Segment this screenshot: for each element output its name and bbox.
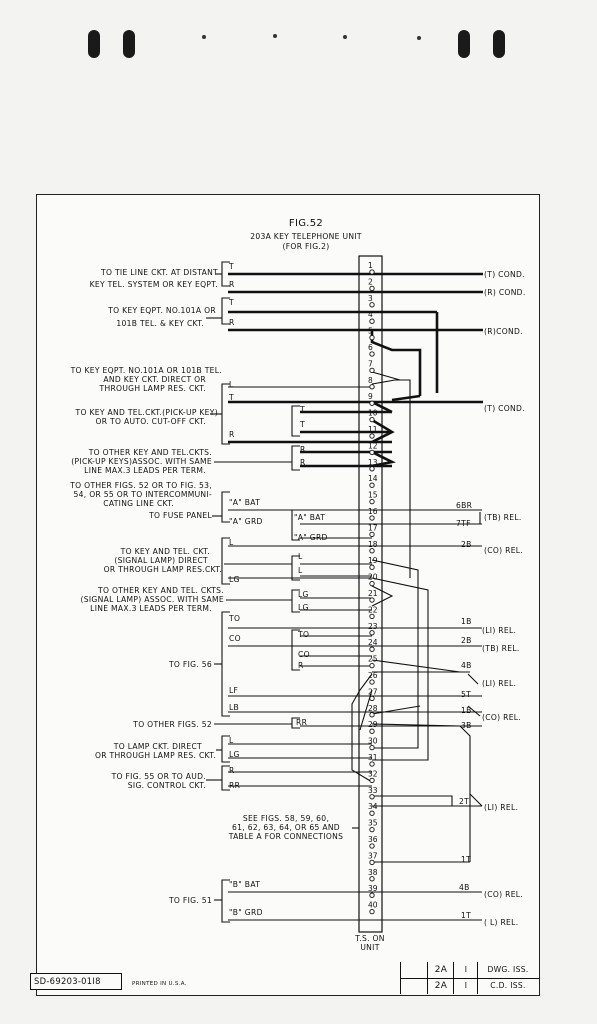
label-fuse-panel: TO FUSE PANEL	[149, 511, 212, 520]
label-line: (PICK-UP KEYS)ASSOC. WITH SAME	[71, 457, 212, 466]
label-pickup-key	[40, 408, 218, 426]
terminal-number: 8	[368, 375, 373, 385]
label-fig55	[60, 772, 206, 790]
terminal-lug	[370, 680, 374, 684]
terminal-number: 40	[368, 900, 378, 910]
lead-t: T	[300, 420, 305, 429]
terminal-number: 4	[368, 310, 373, 320]
terminal-number: 36	[368, 835, 378, 844]
lead-l: L	[229, 538, 234, 547]
label-line: OR THROUGH LAMP RES. CKT.	[94, 751, 216, 760]
lead-t: T	[229, 298, 234, 307]
label-line: 61, 62, 63, 64, OR 65 AND	[232, 823, 340, 832]
issue-row	[401, 962, 539, 979]
issue-cell: I	[453, 962, 478, 978]
label-tie-line	[40, 268, 218, 289]
label-line: THROUGH LAMP RES. CKT.	[99, 384, 206, 393]
terminal-number: 1	[368, 261, 373, 270]
terminal-number: 15	[368, 490, 378, 500]
issue-cell: 2A	[427, 962, 454, 978]
terminal-number: 25	[368, 654, 378, 664]
terminal-lug	[370, 877, 374, 881]
terminal-lug	[370, 696, 374, 700]
label-line: LINE MAX.3 LEADS PER TERM.	[90, 604, 212, 613]
terminal-number: 33	[368, 785, 378, 795]
terminal-number: 7	[368, 359, 373, 369]
terminal-lug	[370, 549, 374, 553]
terminal-number: 26	[368, 671, 378, 680]
wire-4b: 4B	[461, 661, 472, 670]
terminal-lug	[370, 581, 374, 585]
label-line: TO OTHER KEY AND TEL. CKTS.	[98, 586, 224, 595]
terminal-number: 19	[368, 556, 378, 566]
label-line: LINE MAX.3 LEADS PER TERM.	[84, 466, 206, 475]
label-line: AND KEY CKT. DIRECT OR	[103, 375, 206, 384]
figure-number: FIG.52	[288, 218, 324, 229]
terminal-lug	[370, 368, 374, 372]
label-fig51: TO FIG. 51	[168, 896, 212, 905]
lead-lg: LG	[298, 590, 309, 599]
label-co-rel: (CO) REL.	[484, 546, 524, 555]
wire-1b: 1B	[461, 617, 472, 626]
label-other-key-2	[40, 586, 224, 613]
terminal-number: 39	[368, 884, 378, 894]
terminal-number: 30	[368, 736, 378, 746]
terminal-lug	[370, 401, 374, 405]
label-see-figs	[218, 814, 354, 841]
label-other-key-1	[40, 448, 212, 475]
terminal-number: 2	[368, 277, 373, 287]
label-line: TO KEY EQPT. NO.101A OR 101B TEL.	[70, 366, 222, 375]
wire-2b: 2B	[461, 540, 472, 549]
wire-3b: 3B	[461, 721, 472, 730]
terminal-lug	[370, 417, 374, 421]
terminal-lug	[370, 499, 374, 503]
label-li-rel: (LI) REL.	[482, 679, 517, 688]
terminal-number: 6	[368, 343, 373, 352]
wire-7tf: 7TF	[456, 519, 471, 528]
terminal-lug	[370, 663, 374, 667]
terminal-lug	[370, 532, 374, 536]
terminal-lug	[370, 565, 374, 569]
lead-r: R	[229, 318, 235, 327]
label-line: (SIGNAL LAMP) DIRECT	[114, 556, 208, 565]
terminal-lug	[370, 778, 374, 782]
label-line: CATING LINE CKT.	[103, 499, 174, 508]
label-line: TO OTHER FIGS. 52 OR TO FIG. 53,	[70, 481, 212, 490]
terminal-lug	[370, 335, 374, 339]
drawing-number-box	[30, 973, 122, 990]
lead-co: CO	[229, 634, 241, 643]
label-t-cond: (T) COND.	[484, 404, 525, 413]
label-co-rel: (CO) REL.	[482, 713, 522, 722]
terminal-number: 16	[368, 507, 378, 516]
lead-r: R	[229, 280, 235, 289]
terminal-lug	[370, 303, 374, 307]
terminal-number: 23	[368, 621, 378, 631]
label-line: TABLE A FOR CONNECTIONS	[228, 832, 344, 841]
terminal-lug	[370, 614, 374, 618]
label-co-rel: (CO) REL.	[484, 890, 524, 899]
label-line: TO OTHER KEY AND TEL.CKTS.	[88, 448, 212, 457]
wire-1t: 1T	[461, 855, 472, 864]
label-line: 101B TEL. & KEY CKT.	[116, 319, 204, 328]
issue-row	[401, 978, 539, 994]
terminal-lug	[370, 745, 374, 749]
label-line: (SIGNAL LAMP) ASSOC. WITH SAME	[80, 595, 224, 604]
terminal-number: 9	[368, 392, 373, 402]
lead-l: L	[229, 736, 234, 745]
terminal-number: 31	[368, 753, 378, 762]
label-line: TO KEY AND TEL.CKT.(PICK-UP KEY)	[75, 408, 218, 417]
label-line: KEY TEL. SYSTEM OR KEY EQPT.	[89, 280, 218, 289]
terminal-number: 11	[368, 425, 378, 434]
label-li-rel: (LI) REL.	[482, 626, 517, 635]
lead-a-bat: "A" BAT	[294, 513, 326, 522]
lead-lg: LG	[298, 603, 309, 612]
terminal-number: 17	[368, 523, 378, 533]
label-line: OR TO AUTO. CUT-OFF CKT.	[95, 417, 206, 426]
label-lamp-ckt	[40, 742, 216, 760]
lead-r: R	[300, 445, 306, 454]
terminal-number: 22	[368, 605, 378, 615]
terminal-lug	[370, 516, 374, 520]
label-line: TO LAMP CKT. DIRECT	[113, 742, 202, 751]
terminal-lug	[370, 909, 374, 913]
lead-l: L	[298, 552, 303, 561]
label-r-cond: (R)COND.	[484, 327, 523, 336]
label-line: TO TIE LINE CKT. AT DISTANT	[101, 268, 218, 277]
wire-6br: 6BR	[456, 501, 473, 510]
issue-cell: DWG. ISS.	[477, 962, 538, 978]
terminal-number: 35	[368, 818, 378, 828]
terminal-lug	[370, 483, 374, 487]
terminal-lug	[370, 647, 374, 651]
terminal-number: 32	[368, 769, 378, 779]
label-tb-rel: (TB) REL.	[484, 513, 522, 522]
terminal-number: 10	[368, 408, 378, 418]
label-line: UNIT	[360, 943, 380, 952]
terminal-number: 18	[368, 539, 378, 549]
lead-a-grd: "A" GRD	[229, 517, 263, 526]
lead-r: R	[300, 458, 306, 467]
label-line: OR THROUGH LAMP RES.CKT.	[103, 565, 222, 574]
terminal-group	[368, 261, 378, 914]
lead-a-grd: "A" GRD	[294, 533, 328, 542]
lead-lg: LG	[229, 575, 240, 584]
terminal-number: 12	[368, 441, 378, 451]
terminal-number: 3	[368, 293, 373, 303]
wire-1t: 1T	[461, 911, 472, 920]
label-li-rel: (LI) REL.	[484, 803, 519, 812]
lead-r: R	[298, 661, 304, 670]
lead-to: TO	[298, 630, 310, 639]
terminal-number: 20	[368, 572, 378, 582]
terminal-number: 14	[368, 474, 378, 484]
terminal-lug	[370, 713, 374, 717]
wire-4b: 4B	[459, 883, 470, 892]
lead-t: T	[300, 405, 305, 414]
terminal-lug	[370, 352, 374, 356]
label-line: SIG. CONTROL CKT.	[127, 781, 206, 790]
terminal-lug	[370, 319, 374, 323]
label-line: TO KEY AND TEL. CKT.	[120, 547, 210, 556]
lead-t: T	[229, 262, 234, 271]
terminal-lug	[370, 598, 374, 602]
lead-lg: LG	[229, 750, 240, 759]
lead-b-grd: "B" GRD	[229, 908, 263, 917]
label-tb-rel: (TB) REL.	[482, 644, 520, 653]
lead-a-bat: "A" BAT	[229, 498, 261, 507]
issue-cell: I	[453, 978, 478, 994]
label-line: TO KEY EQPT. NO.101A OR	[108, 306, 216, 315]
wire-2t: 2T	[459, 797, 470, 806]
terminal-number: 34	[368, 802, 378, 812]
label-r-cond: (R) COND.	[484, 288, 526, 297]
lead-to: TO	[229, 614, 241, 623]
wire-1b: 1B	[461, 706, 472, 715]
lead-t: T	[229, 393, 234, 402]
label-other-figs-52: TO OTHER FIGS. 52	[133, 720, 212, 729]
terminal-lug	[370, 450, 374, 454]
lead-lb: LB	[229, 703, 240, 712]
terminal-number: 37	[368, 851, 378, 861]
terminal-lug	[370, 385, 374, 389]
terminal-lug	[370, 729, 374, 733]
label-line: TO FIG. 55 OR TO AUD.	[111, 772, 206, 781]
figure-subtitle: (FOR FIG.2)	[282, 242, 330, 251]
label-line: 54, OR 55 OR TO INTERCOMMUNI-	[73, 490, 212, 499]
terminal-lug	[370, 860, 374, 864]
printed-in-usa: PRINTED IN U.S.A.	[132, 981, 187, 987]
terminal-number: 28	[368, 703, 378, 713]
label-key-eqpt-2	[40, 366, 222, 393]
terminal-lug	[370, 811, 374, 815]
lead-r: R	[229, 430, 235, 439]
label-line: SEE FIGS. 58, 59, 60,	[242, 814, 330, 823]
terminal-lug	[370, 893, 374, 897]
wire-2b: 2B	[461, 636, 472, 645]
terminal-strip-label	[340, 934, 400, 952]
label-key-eqpt-1	[40, 306, 216, 328]
drawing-number: SD-69203-01I8	[34, 976, 101, 986]
terminal-lug	[370, 844, 374, 848]
lead-r: R	[229, 766, 235, 775]
figure-title: 203A KEY TELEPHONE UNIT	[250, 232, 362, 241]
terminal-number: 24	[368, 638, 378, 648]
lead-rr: RR	[296, 718, 308, 727]
issue-cell: 2A	[427, 978, 454, 994]
terminal-number: 29	[368, 720, 378, 730]
label-signal-lamp	[40, 547, 222, 574]
lead-l: L	[229, 380, 234, 389]
label-line: T.S. ON	[355, 934, 385, 943]
label-other-figs	[40, 481, 212, 508]
terminal-lug	[370, 762, 374, 766]
label-l-rel: ( L) REL.	[484, 918, 519, 927]
terminal-lug	[370, 286, 374, 290]
terminal-number: 27	[368, 687, 378, 697]
lead-l: L	[298, 566, 303, 575]
terminal-number: 13	[368, 457, 378, 467]
wire-5t: 5T	[461, 690, 472, 699]
terminal-number: 21	[368, 589, 378, 598]
terminal-lug	[370, 631, 374, 635]
issue-cell: C.D. ISS.	[477, 978, 538, 994]
terminal-number: 38	[368, 867, 378, 877]
lead-b-bat: "B" BAT	[229, 880, 261, 889]
lead-rr: RR	[229, 781, 241, 790]
label-fig56: TO FIG. 56	[168, 660, 212, 669]
lead-lf: LF	[229, 686, 239, 695]
lead-co: CO	[298, 650, 310, 659]
terminal-lug	[370, 795, 374, 799]
terminal-number: 5	[368, 326, 373, 336]
issue-table	[400, 962, 539, 994]
terminal-lug	[370, 270, 374, 274]
terminal-lug	[370, 434, 374, 438]
label-t-cond: (T) COND.	[484, 270, 525, 279]
terminal-lug	[370, 467, 374, 471]
terminal-lug	[370, 827, 374, 831]
